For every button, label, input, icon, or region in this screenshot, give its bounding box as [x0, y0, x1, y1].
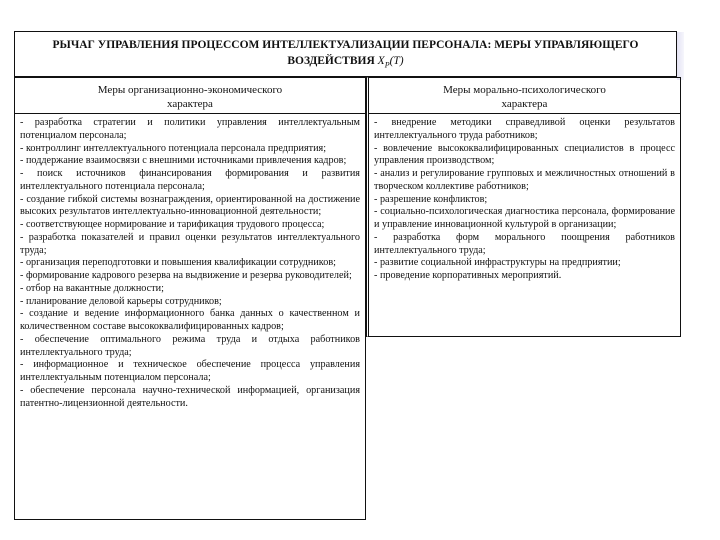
list-item: - проведение корпоративных мероприятий.: [374, 270, 562, 281]
column-header-left-line-2: характера: [167, 98, 213, 110]
title-line-1: РЫЧАГ УПРАВЛЕНИЯ ПРОЦЕССОМ ИНТЕЛЛЕКТУАЛИЗАЦИИ ПЕРСОНАЛА: МЕРЫ УПРАВЛЯЮЩЕГО: [52, 39, 639, 51]
column-header-left: [15, 78, 365, 114]
title-formula: [377, 55, 404, 70]
list-item: - создание гибкой системы вознаграждения, ориентированной на достижение высоких результатов интеллектуально-инновационной деятельности;: [20, 193, 360, 218]
list-item: - создание и ведение информационного банка данных о качественном и количественном составе высококвалифицированных кадров;: [20, 308, 360, 332]
title-line-2: [15, 53, 676, 73]
list-item: - анализ и регулирование групповых и межличностных отношений в творческом коллективе работников;: [374, 168, 675, 192]
column-body-left: [15, 114, 365, 410]
list-item: - социально-психологическая диагностика персонала, формирование и управление инновационной культурой в организации;: [374, 206, 675, 230]
list-item: - соответствующее нормирование и тарификация трудового процесса;: [20, 219, 325, 230]
list-item: - вовлечение высококвалифицированных специалистов в процесс управления производством;: [374, 142, 675, 167]
formula-sub: P: [384, 60, 390, 70]
list-item: - контроллинг интеллектуального потенциала персонала предприятия;: [20, 142, 327, 154]
column-moral-psychological: [366, 77, 681, 337]
list-item: - развитие социальной инфраструктуры на предприятии;: [374, 257, 621, 269]
list-item: - разработка стратегии и политики управления интеллектуальным потенциалом персонала;: [20, 117, 360, 141]
list-item: - обеспечение персонала научно-технической информацией, организация патентно-лицензионной деятельности.: [20, 384, 360, 409]
list-item: - разрешение конфликтов;: [374, 193, 488, 205]
list-item: - обеспечение оптимального режима труда и отдыха работников интеллектуального труда;: [20, 333, 360, 358]
list-item: - внедрение методики справедливой оценки результатов интеллектуального труда работников;: [374, 117, 675, 141]
list-item: - поиск источников финансирования формирования и развития интеллектуального потенциала персонала;: [20, 168, 360, 192]
list-item: - поддержание взаимосвязи с внешними источниками привлечения кадров;: [20, 155, 347, 167]
formula-arg: (T): [389, 55, 404, 67]
title-line-2-text: ВОЗДЕЙСТВИЯ: [287, 55, 375, 67]
column-header-right-line-1: Меры морально-психологического: [443, 84, 606, 96]
list-item: - формирование кадрового резерва на выдвижение и резерва руководителей;: [20, 270, 352, 281]
list-item: - организация переподготовки и повышения квалификации сотрудников;: [20, 257, 336, 269]
column-organizational-economic: [14, 77, 366, 520]
table-title: [14, 31, 677, 77]
list-item: - отбор на вакантные должности;: [20, 282, 164, 294]
list-item: - разработка форм морального поощрения работников интеллектуального труда;: [374, 231, 675, 256]
column-header-right: [369, 78, 680, 114]
list-item: - информационное и техническое обеспечение процесса управления интеллектуальным потенциалом персонала;: [20, 359, 360, 383]
title-shadow: [677, 32, 684, 80]
column-header-right-line-2: характера: [501, 98, 548, 110]
column-header-left-line-1: Меры организационно-экономического: [97, 84, 283, 96]
list-item: - планирование деловой карьеры сотрудников;: [20, 295, 222, 307]
column-body-right: [369, 114, 680, 283]
formula-main: X: [377, 55, 385, 67]
list-item: - разработка показателей и правил оценки результатов интеллектуального труда;: [20, 231, 360, 256]
